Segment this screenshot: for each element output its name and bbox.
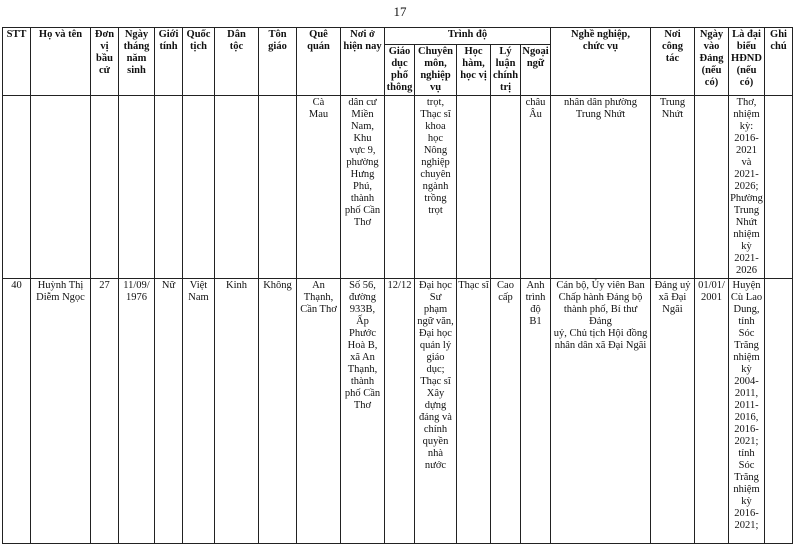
- cell-hometown: Cà Mau: [297, 96, 341, 279]
- cell-nationality: [183, 96, 215, 279]
- cell-ethnicity: Kinh: [215, 279, 259, 544]
- cell-language: châu Âu: [521, 96, 551, 279]
- header-religion: Tôn giáo: [259, 28, 297, 96]
- cell-name: [31, 96, 91, 279]
- cell-general-edu: 12/12: [385, 279, 415, 544]
- cell-delegate: Huyện Cù Lao Dung, tỉnh Sóc Trăng nhiệm kỳ 2004- 2011, 2011- 2016, 2016- 2021; tỉnh Sóc Trăng nhiệm kỳ 2016- 2021;: [729, 279, 765, 544]
- header-residence: Nơi ở hiện nay: [341, 28, 385, 96]
- cell-gender: Nữ: [155, 279, 183, 544]
- header-degree: Học hàm, học vị: [457, 45, 491, 96]
- cell-unit: [91, 96, 119, 279]
- cell-workplace: Đảng uỷ xã Đại Ngãi: [651, 279, 695, 544]
- cell-occupation: Cán bộ, Ủy viên Ban Chấp hành Đảng bộ thành phố, Bí thư Đảng uỷ, Chủ tịch Hội đồng nhân dân xã Đại Ngãi: [551, 279, 651, 544]
- header-gender: Giới tính: [155, 28, 183, 96]
- header-specialty: Chuyên môn, nghiệp vụ: [415, 45, 457, 96]
- cell-religion: Không: [259, 279, 297, 544]
- cell-occupation: nhân dân phường Trung Nhứt: [551, 96, 651, 279]
- header-education-group: Trình độ: [385, 28, 551, 45]
- header-language: Ngoại ngữ: [521, 45, 551, 96]
- header-occupation: Nghề nghiệp, chức vụ: [551, 28, 651, 96]
- cell-hometown: An Thạnh, Cần Thơ: [297, 279, 341, 544]
- cell-language: Anh trình độ B1: [521, 279, 551, 544]
- cell-gender: [155, 96, 183, 279]
- cell-politics: [491, 96, 521, 279]
- cell-delegate: Thơ, nhiệm kỳ: 2016- 2021 và 2021- 2026; Phường Trung Nhứt nhiệm kỳ 2021- 2026: [729, 96, 765, 279]
- header-nationality: Quốc tịch: [183, 28, 215, 96]
- cell-stt: [3, 96, 31, 279]
- header-general-edu: Giáo dục phổ thông: [385, 45, 415, 96]
- cell-dob: [119, 96, 155, 279]
- cell-degree: [457, 96, 491, 279]
- cell-workplace: Trung Nhứt: [651, 96, 695, 279]
- candidate-table: [2, 27, 793, 544]
- header-party-date: Ngày vào Đảng (nếu có): [695, 28, 729, 96]
- cell-name: Huỳnh Thị Diễm Ngọc: [31, 279, 91, 544]
- header-stt: STT: [3, 28, 31, 96]
- cell-note: [765, 96, 793, 279]
- cell-residence: dân cư Miền Nam, Khu vực 9, phường Hưng Phú, thành phố Cần Thơ: [341, 96, 385, 279]
- cell-unit: 27: [91, 279, 119, 544]
- header-delegate: Là đại biểu HĐND (nếu có): [729, 28, 765, 96]
- cell-degree: Thạc sĩ: [457, 279, 491, 544]
- header-hometown: Quê quán: [297, 28, 341, 96]
- table-row: [3, 279, 793, 544]
- header-note: Ghi chú: [765, 28, 793, 96]
- cell-dob: 11/09/ 1976: [119, 279, 155, 544]
- cell-specialty: trọt, Thạc sĩ khoa học Nông nghiệp chuyên ngành trồng trọt: [415, 96, 457, 279]
- header-dob: Ngày tháng năm sinh: [119, 28, 155, 96]
- cell-party-date: 01/01/ 2001: [695, 279, 729, 544]
- header-politics: Lý luận chính trị: [491, 45, 521, 96]
- cell-party-date: [695, 96, 729, 279]
- cell-specialty: Đại học Sư phạm ngữ văn, Đại học quản lý giáo dục; Thạc sĩ Xây dựng đảng và chính quyền nhà nước: [415, 279, 457, 544]
- cell-stt: 40: [3, 279, 31, 544]
- cell-politics: Cao cấp: [491, 279, 521, 544]
- table-row: [3, 96, 793, 279]
- header-name: Họ và tên: [31, 28, 91, 96]
- header-ethnicity: Dân tộc: [215, 28, 259, 96]
- page-number: 17: [393, 4, 407, 19]
- header-workplace: Nơi công tác: [651, 28, 695, 96]
- cell-nationality: Việt Nam: [183, 279, 215, 544]
- cell-general-edu: [385, 96, 415, 279]
- cell-ethnicity: [215, 96, 259, 279]
- cell-residence: Số 56, đường 933B, Ấp Phước Hoà B, xã An Thạnh, thành phố Cần Thơ: [341, 279, 385, 544]
- cell-religion: [259, 96, 297, 279]
- header-unit: Đơn vị bầu cử: [91, 28, 119, 96]
- cell-note: [765, 279, 793, 544]
